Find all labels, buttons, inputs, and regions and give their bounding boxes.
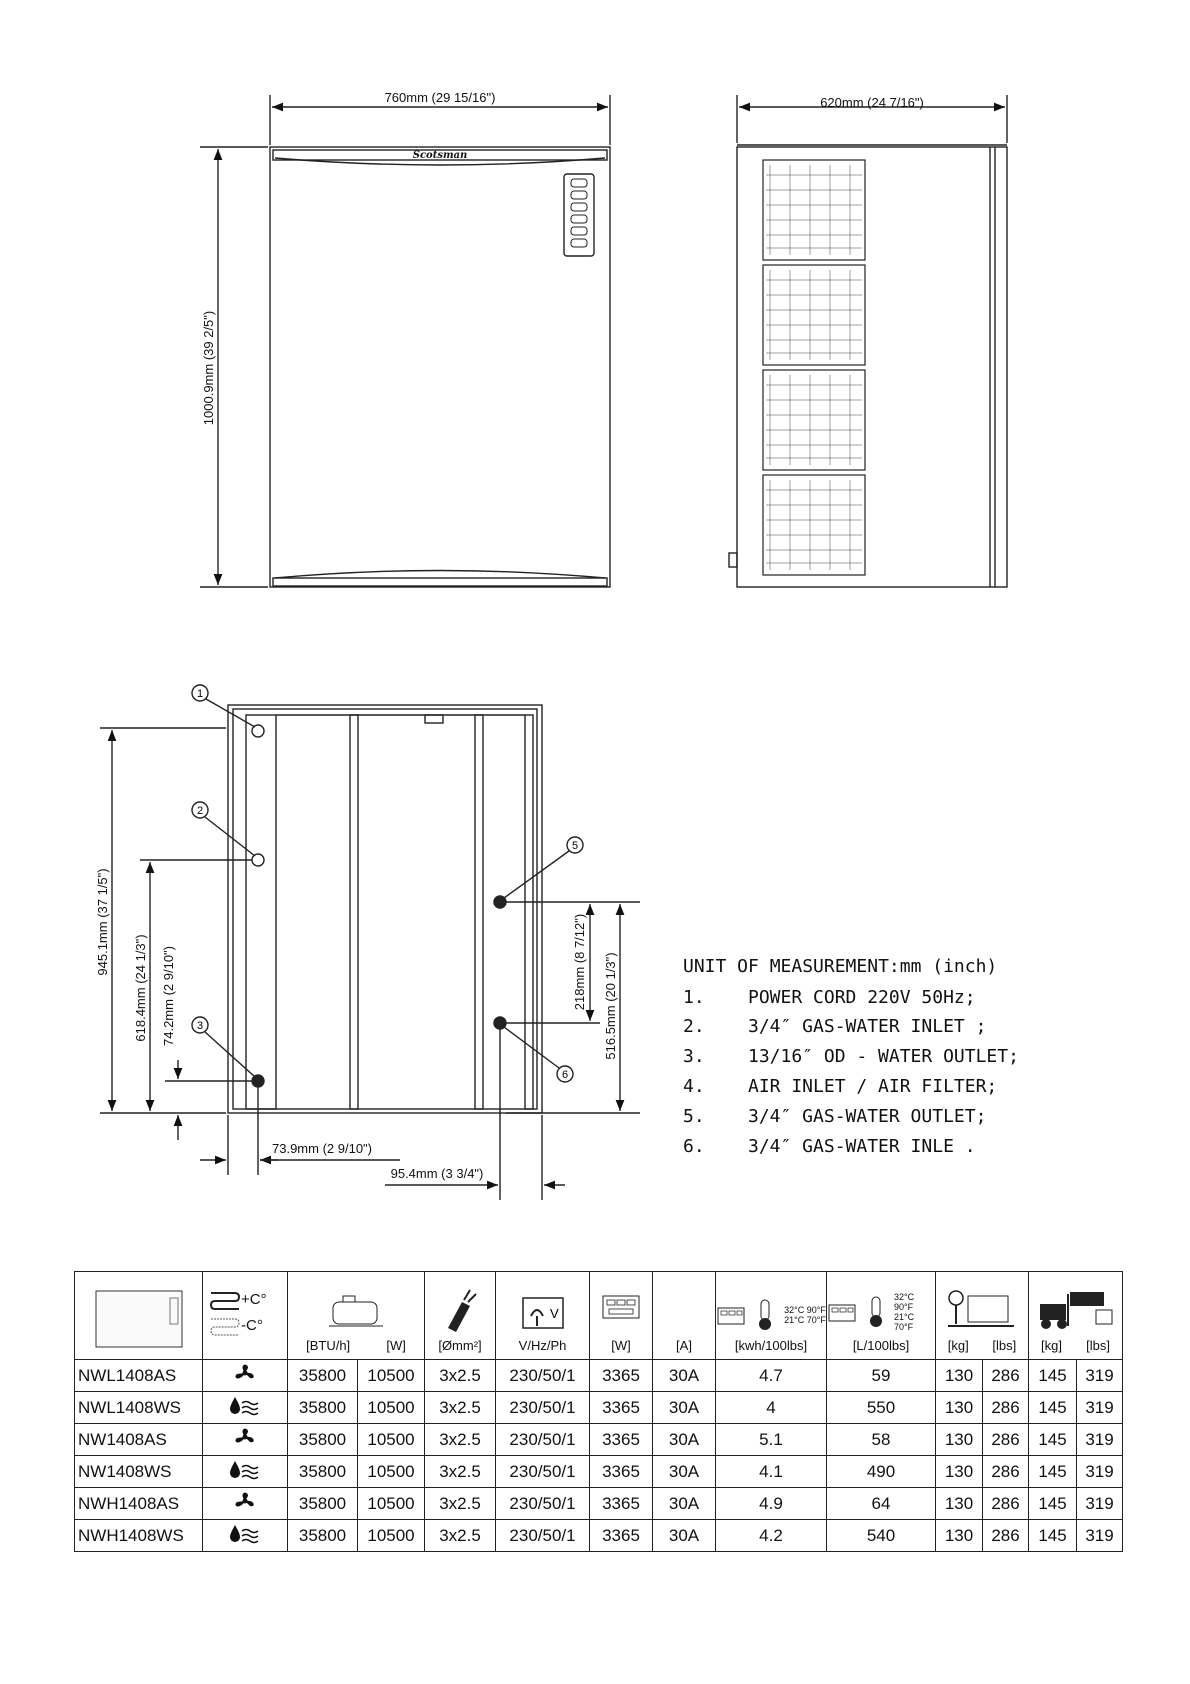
- rear-height-516: 516.5mm (20 1/3"): [603, 952, 618, 1060]
- cell-volt: 230/50/1: [496, 1392, 590, 1424]
- rear-view: [100, 685, 640, 1200]
- cell-kwh: 4.9: [716, 1488, 827, 1520]
- cooling-type-cell: [203, 1360, 288, 1392]
- cell-cable: 3x2.5: [425, 1360, 496, 1392]
- cell-net-kg: 130: [936, 1360, 983, 1392]
- cell-kwh: 4: [716, 1392, 827, 1424]
- cell-liters: 540: [827, 1520, 936, 1552]
- water-cooled-icon: [228, 1394, 262, 1416]
- side-depth-label: 620mm (24 7/16"): [820, 95, 924, 110]
- cell-btu: 35800: [288, 1360, 358, 1392]
- cooling-type-cell: [203, 1456, 288, 1488]
- cell-power: 3365: [590, 1456, 653, 1488]
- scale-icon: [942, 1288, 1022, 1332]
- water-cooled-icon: [228, 1522, 262, 1544]
- cell-btu: 35800: [288, 1392, 358, 1424]
- unit-gross-kg: [kg]: [1041, 1338, 1063, 1353]
- model-cell: NWL1408AS: [75, 1360, 203, 1392]
- cell-gross-kg: 145: [1029, 1392, 1077, 1424]
- cell-gross-lbs: 319: [1077, 1360, 1123, 1392]
- header-capacity: [288, 1272, 425, 1360]
- rear-offset-954: 95.4mm (3 3/4"): [390, 1166, 484, 1181]
- cell-volt: 230/50/1: [496, 1456, 590, 1488]
- callout-6: 6: [561, 1069, 569, 1081]
- fan-icon: [228, 1490, 262, 1512]
- cell-w: 10500: [358, 1488, 425, 1520]
- callout-1: 1: [196, 688, 204, 700]
- side-view: [729, 95, 1007, 587]
- cell-amp: 30A: [653, 1360, 716, 1392]
- cell-power: 3365: [590, 1392, 653, 1424]
- cell-net-kg: 130: [936, 1520, 983, 1552]
- compressor-icon: [321, 1292, 391, 1332]
- temp-hi-label: 32°C 90°F: [894, 1292, 915, 1312]
- unit-liters: [L/100lbs]: [852, 1338, 910, 1353]
- cell-cable: 3x2.5: [425, 1424, 496, 1456]
- cooling-coil-icon: [209, 1315, 241, 1337]
- cell-gross-kg: 145: [1029, 1456, 1077, 1488]
- ice-machine-icon: [80, 1288, 198, 1350]
- unit-net-lbs: [lbs]: [992, 1338, 1017, 1353]
- legend-num: 2.: [683, 1016, 705, 1037]
- cell-btu: 35800: [288, 1456, 358, 1488]
- plug-icon: [517, 1290, 569, 1332]
- table-row: [75, 1456, 1123, 1488]
- temp-lo-label: 21°C 70°F: [894, 1312, 915, 1332]
- rear-offset-739: 73.9mm (2 9/10"): [272, 1141, 372, 1156]
- legend-num: 3.: [683, 1046, 705, 1067]
- cooling-type-cell: [203, 1424, 288, 1456]
- legend-num: 5.: [683, 1106, 705, 1127]
- cell-net-kg: 130: [936, 1456, 983, 1488]
- header-power: [590, 1272, 653, 1360]
- table-row: [75, 1520, 1123, 1552]
- legend-num: 6.: [683, 1136, 705, 1157]
- cooling-type-cell: [203, 1488, 288, 1520]
- header-gross-weight: [1029, 1272, 1123, 1360]
- legend-title: UNIT OF MEASUREMENT:mm (inch): [683, 956, 998, 977]
- cell-btu: 35800: [288, 1488, 358, 1520]
- model-cell: NWH1408WS: [75, 1520, 203, 1552]
- legend-text: POWER CORD 220V 50Hz;: [748, 987, 976, 1008]
- legend-text: 3/4″ GAS-WATER INLET ;: [748, 1016, 987, 1037]
- cell-power: 3365: [590, 1360, 653, 1392]
- cell-power: 3365: [590, 1424, 653, 1456]
- cell-volt: 230/50/1: [496, 1488, 590, 1520]
- cell-amp: 30A: [653, 1456, 716, 1488]
- cell-w: 10500: [358, 1456, 425, 1488]
- cell-amp: 30A: [653, 1392, 716, 1424]
- cell-net-kg: 130: [936, 1392, 983, 1424]
- cell-cable: 3x2.5: [425, 1488, 496, 1520]
- water-cooled-icon: [228, 1458, 262, 1480]
- table-row: [75, 1392, 1123, 1424]
- unit-net-kg: [kg]: [947, 1338, 969, 1353]
- cell-amp: 30A: [653, 1488, 716, 1520]
- temp-lo-label: 21°C 70°F: [784, 1315, 826, 1325]
- spec-table: [74, 1271, 1123, 1552]
- cell-gross-kg: 145: [1029, 1520, 1077, 1552]
- model-cell: NWH1408AS: [75, 1488, 203, 1520]
- cell-net-lbs: 286: [983, 1360, 1029, 1392]
- cell-gross-kg: 145: [1029, 1424, 1077, 1456]
- callout-2: 2: [196, 805, 204, 817]
- cell-net-lbs: 286: [983, 1488, 1029, 1520]
- callout-3: 3: [196, 1020, 204, 1032]
- control-board-icon: [599, 1292, 643, 1332]
- table-row: [75, 1488, 1123, 1520]
- cell-net-kg: 130: [936, 1424, 983, 1456]
- cell-btu: 35800: [288, 1520, 358, 1552]
- cell-kwh: 4.2: [716, 1520, 827, 1552]
- cell-gross-kg: 145: [1029, 1488, 1077, 1520]
- cell-power: 3365: [590, 1520, 653, 1552]
- cell-w: 10500: [358, 1520, 425, 1552]
- legend-text: AIR INLET / AIR FILTER;: [748, 1076, 998, 1097]
- front-view: [200, 95, 610, 587]
- cell-amp: 30A: [653, 1424, 716, 1456]
- front-height-label: 1000.9mm (39 2/5"): [201, 310, 216, 426]
- cell-w: 10500: [358, 1392, 425, 1424]
- cell-volt: 230/50/1: [496, 1360, 590, 1392]
- legend-num: 1.: [683, 987, 705, 1008]
- cell-power: 3365: [590, 1488, 653, 1520]
- cell-liters: 550: [827, 1392, 936, 1424]
- legend: [683, 956, 1019, 1157]
- cell-kwh: 4.7: [716, 1360, 827, 1392]
- unit-power: [W]: [611, 1338, 631, 1353]
- power-cable-icon: [440, 1288, 480, 1332]
- cell-net-lbs: 286: [983, 1424, 1029, 1456]
- model-cell: NW1408AS: [75, 1424, 203, 1456]
- cell-net-lbs: 286: [983, 1392, 1029, 1424]
- cell-btu: 35800: [288, 1424, 358, 1456]
- header-machine: [75, 1272, 203, 1360]
- callout-5: 5: [571, 840, 579, 852]
- rear-height-618: 618.4mm (24 1/3"): [133, 934, 148, 1042]
- unit-amp: [A]: [676, 1338, 692, 1353]
- cell-amp: 30A: [653, 1520, 716, 1552]
- thermometer-icon: [861, 1295, 891, 1329]
- rear-height-742: 74.2mm (2 9/10"): [161, 946, 176, 1046]
- legend-text: 3/4″ GAS-WATER OUTLET;: [748, 1106, 987, 1127]
- cell-net-lbs: 286: [983, 1520, 1029, 1552]
- cell-gross-lbs: 319: [1077, 1488, 1123, 1520]
- fan-icon: [228, 1362, 262, 1384]
- cell-volt: 230/50/1: [496, 1520, 590, 1552]
- cell-kwh: 4.1: [716, 1456, 827, 1488]
- header-amp: [653, 1272, 716, 1360]
- front-width-label: 760mm (29 15/16"): [384, 90, 496, 105]
- model-cell: NWL1408WS: [75, 1392, 203, 1424]
- temp-plus: +C°: [241, 1291, 267, 1308]
- legend-num: 4.: [683, 1076, 705, 1097]
- cell-volt: 230/50/1: [496, 1424, 590, 1456]
- cell-gross-lbs: 319: [1077, 1424, 1123, 1456]
- header-water: [827, 1272, 936, 1360]
- brand-logo: Scotsman: [412, 150, 468, 161]
- cell-cable: 3x2.5: [425, 1456, 496, 1488]
- forklift-icon: [1034, 1288, 1118, 1332]
- rear-height-218: 218mm (8 7/12"): [572, 913, 587, 1011]
- cell-gross-lbs: 319: [1077, 1520, 1123, 1552]
- table-row: [75, 1424, 1123, 1456]
- temp-minus: -C°: [241, 1317, 263, 1334]
- header-voltage: [496, 1272, 590, 1360]
- cell-w: 10500: [358, 1424, 425, 1456]
- cell-gross-kg: 145: [1029, 1360, 1077, 1392]
- unit-gross-lbs: [lbs]: [1086, 1338, 1110, 1353]
- cell-cable: 3x2.5: [425, 1520, 496, 1552]
- table-header-row: [75, 1272, 1123, 1360]
- unit-volt: V/Hz/Ph: [518, 1338, 567, 1353]
- rear-height-945: 945.1mm (37 1/5"): [95, 868, 110, 976]
- temp-hi-label: 32°C 90°F: [784, 1305, 826, 1315]
- thermometer-icon: [750, 1298, 780, 1332]
- header-energy: [716, 1272, 827, 1360]
- heating-coil-icon: [209, 1289, 241, 1311]
- cooling-type-cell: [203, 1520, 288, 1552]
- cell-liters: 64: [827, 1488, 936, 1520]
- control-board-icon: [716, 1304, 746, 1326]
- control-board-icon: [827, 1301, 857, 1323]
- unit-kwh: [kwh/100lbs]: [734, 1338, 808, 1353]
- header-cable: [425, 1272, 496, 1360]
- cell-cable: 3x2.5: [425, 1392, 496, 1424]
- cell-liters: 58: [827, 1424, 936, 1456]
- header-net-weight: [936, 1272, 1029, 1360]
- plug-v-label: V: [549, 1306, 559, 1321]
- cell-liters: 490: [827, 1456, 936, 1488]
- cell-net-lbs: 286: [983, 1456, 1029, 1488]
- cell-gross-lbs: 319: [1077, 1392, 1123, 1424]
- model-cell: NW1408WS: [75, 1456, 203, 1488]
- cell-net-kg: 130: [936, 1488, 983, 1520]
- table-row: [75, 1360, 1123, 1392]
- cell-w: 10500: [358, 1360, 425, 1392]
- fan-icon: [228, 1426, 262, 1448]
- cell-liters: 59: [827, 1360, 936, 1392]
- cell-kwh: 5.1: [716, 1424, 827, 1456]
- header-temperature: [203, 1272, 288, 1360]
- legend-text: 3/4″ GAS-WATER INLE .: [748, 1136, 976, 1157]
- legend-text: 13/16″ OD - WATER OUTLET;: [748, 1046, 1019, 1067]
- unit-cable: [Ømm²]: [438, 1338, 482, 1353]
- cell-gross-lbs: 319: [1077, 1456, 1123, 1488]
- cooling-type-cell: [203, 1392, 288, 1424]
- unit-w: [W]: [386, 1338, 406, 1353]
- unit-btu: [BTU/h]: [306, 1338, 351, 1353]
